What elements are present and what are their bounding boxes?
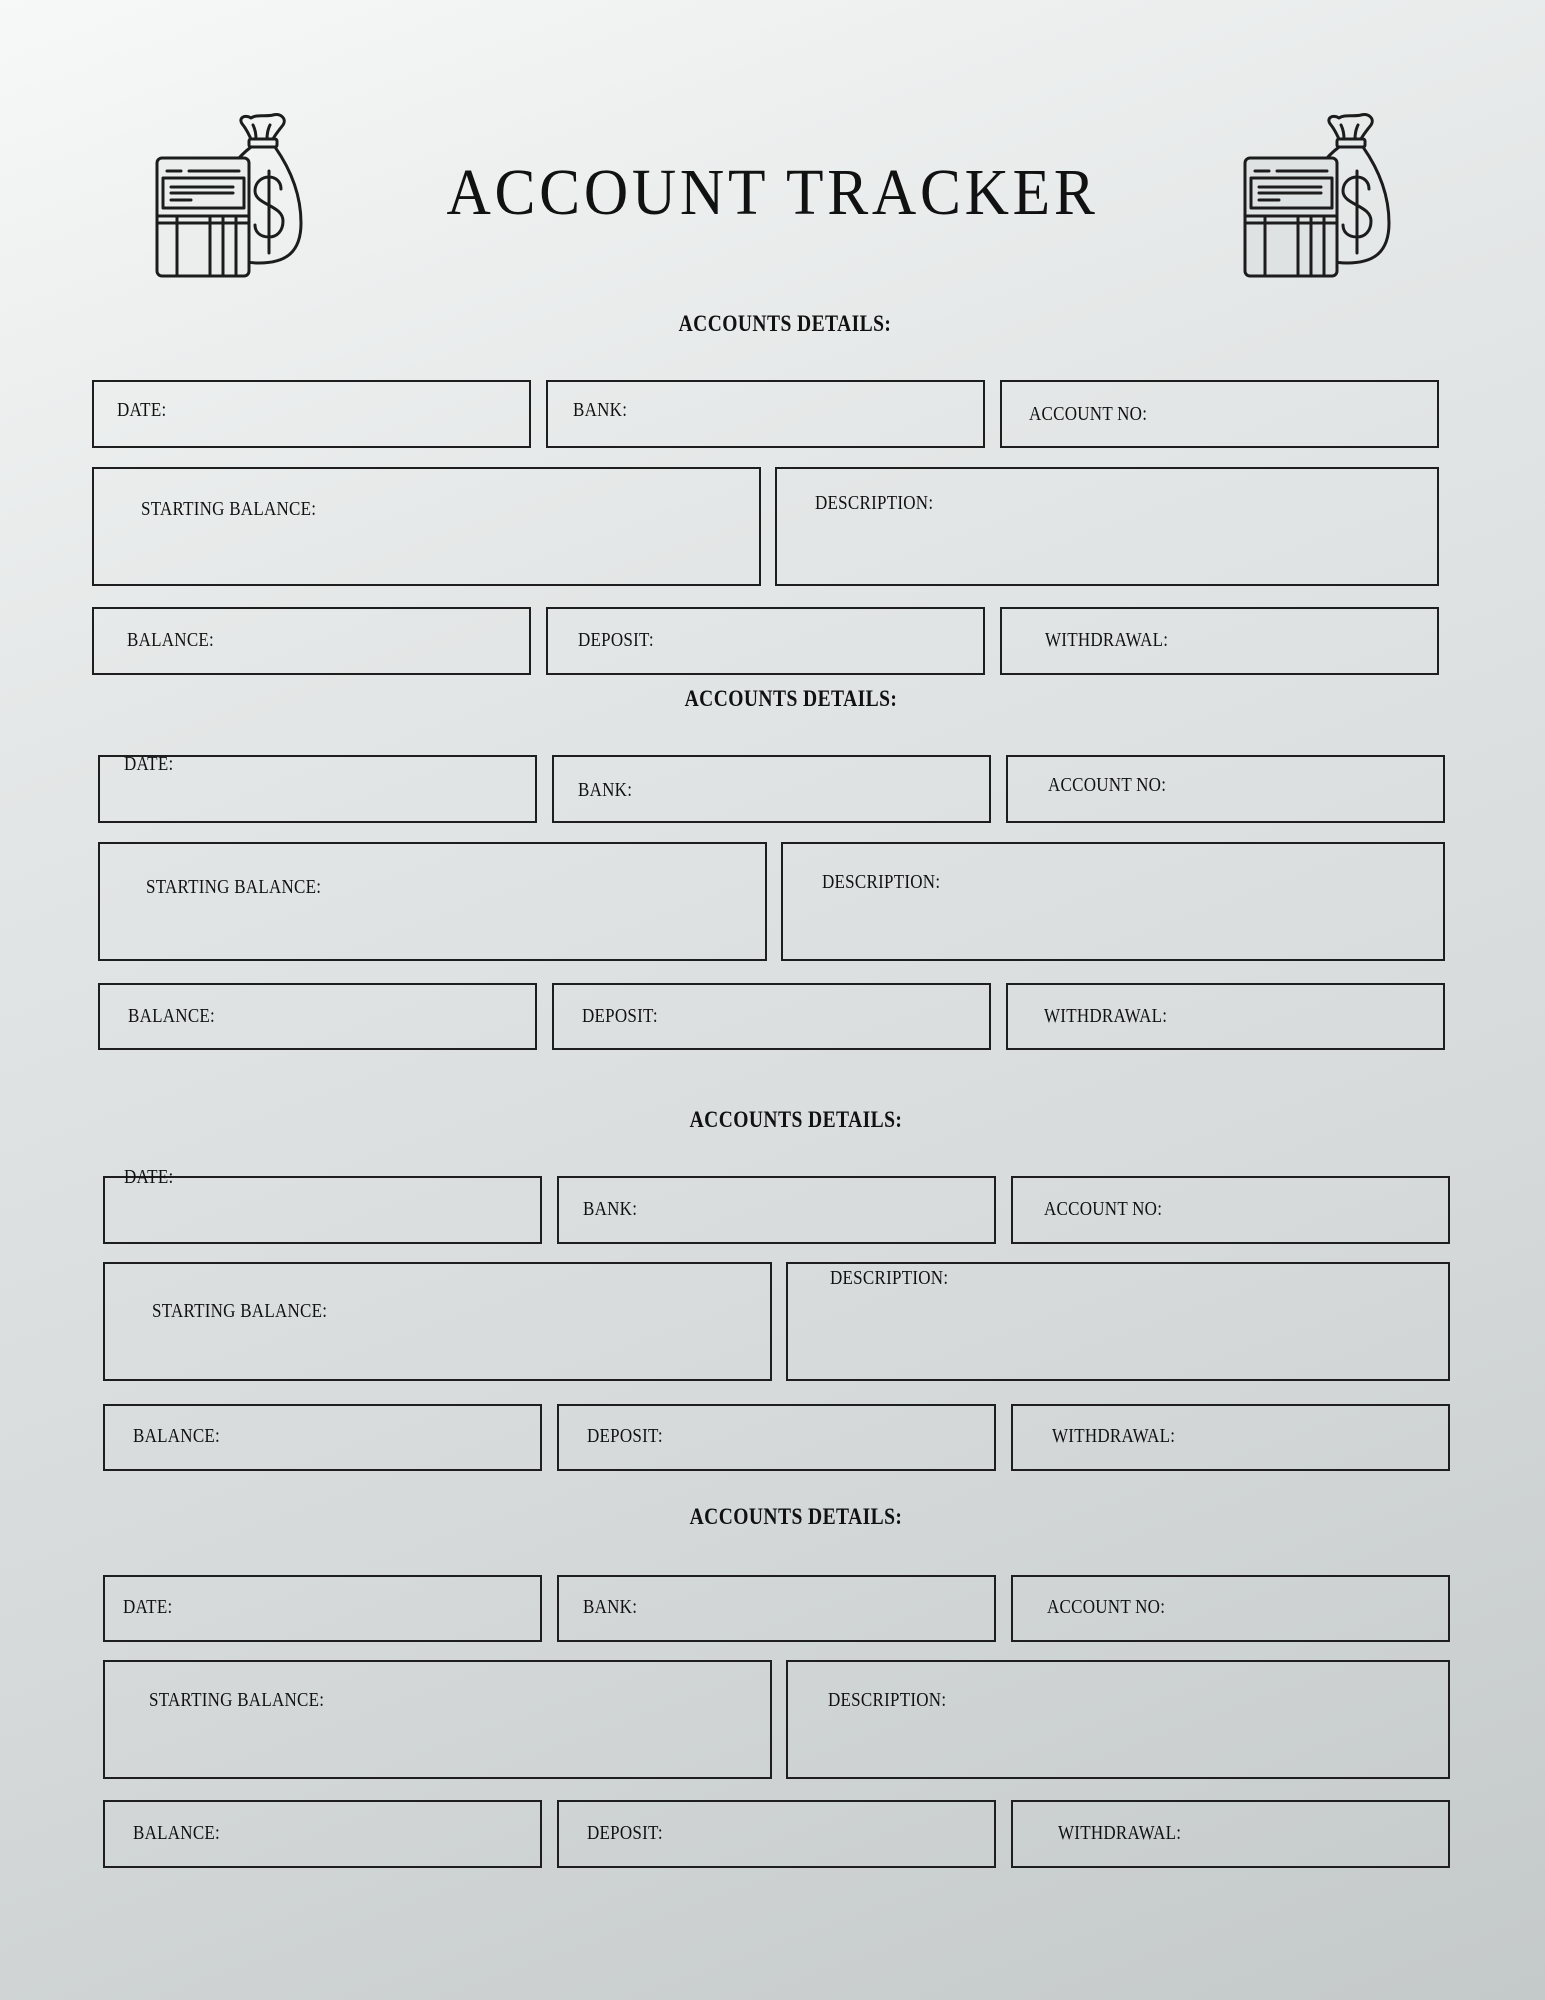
- deposit-label: DEPOSIT:: [587, 1425, 663, 1447]
- starting-balance-field[interactable]: [103, 1660, 772, 1779]
- balance-label: BALANCE:: [133, 1425, 221, 1447]
- withdrawal-field[interactable]: [1011, 1800, 1450, 1868]
- date-label: DATE:: [123, 1596, 173, 1618]
- account-no-field[interactable]: [1000, 380, 1439, 448]
- starting-balance-field[interactable]: [98, 842, 767, 961]
- balance-label: BALANCE:: [127, 629, 215, 651]
- deposit-label: DEPOSIT:: [578, 629, 654, 651]
- description-field[interactable]: [775, 467, 1439, 586]
- starting-balance-field[interactable]: [92, 467, 761, 586]
- account-no-field[interactable]: [1011, 1176, 1450, 1244]
- description-field[interactable]: [786, 1660, 1450, 1779]
- bank-label: BANK:: [578, 779, 633, 801]
- bank-field[interactable]: [546, 380, 985, 448]
- withdrawal-field[interactable]: [1011, 1404, 1450, 1471]
- starting-balance-label: STARTING BALANCE:: [152, 1300, 328, 1322]
- bank-field[interactable]: [552, 755, 991, 823]
- description-label: DESCRIPTION:: [830, 1267, 949, 1289]
- bank-label: BANK:: [573, 399, 628, 421]
- balance-label: BALANCE:: [128, 1005, 216, 1027]
- balance-label: BALANCE:: [133, 1822, 221, 1844]
- balance-field[interactable]: [103, 1404, 542, 1471]
- deposit-field[interactable]: [546, 607, 985, 675]
- withdrawal-label: WITHDRAWAL:: [1052, 1425, 1176, 1447]
- description-label: DESCRIPTION:: [815, 492, 934, 514]
- starting-balance-field[interactable]: [103, 1262, 772, 1381]
- date-field[interactable]: [103, 1575, 542, 1642]
- starting-balance-label: STARTING BALANCE:: [141, 498, 317, 520]
- description-label: DESCRIPTION:: [822, 871, 941, 893]
- bank-label: BANK:: [583, 1198, 638, 1220]
- deposit-field[interactable]: [552, 983, 991, 1050]
- account-no-label: ACCOUNT NO:: [1048, 774, 1167, 796]
- withdrawal-label: WITHDRAWAL:: [1058, 1822, 1182, 1844]
- deposit-label: DEPOSIT:: [587, 1822, 663, 1844]
- date-field[interactable]: [103, 1166, 542, 1244]
- bank-field[interactable]: [557, 1575, 996, 1642]
- balance-field[interactable]: [103, 1800, 542, 1868]
- withdrawal-field[interactable]: [1006, 983, 1445, 1050]
- deposit-field[interactable]: [557, 1800, 996, 1868]
- date-field[interactable]: [98, 755, 537, 823]
- balance-field[interactable]: [98, 983, 537, 1050]
- bank-field[interactable]: [557, 1176, 996, 1244]
- deposit-field[interactable]: [557, 1404, 996, 1471]
- bank-label: BANK:: [583, 1596, 638, 1618]
- starting-balance-label: STARTING BALANCE:: [149, 1689, 325, 1711]
- date-label: DATE:: [124, 753, 174, 775]
- date-label: DATE:: [117, 399, 167, 421]
- calculator-money-bag-icon: [1243, 113, 1407, 278]
- account-no-label: ACCOUNT NO:: [1044, 1198, 1163, 1220]
- description-label: DESCRIPTION:: [828, 1689, 947, 1711]
- account-no-field[interactable]: [1011, 1575, 1450, 1642]
- withdrawal-label: WITHDRAWAL:: [1045, 629, 1169, 651]
- section-heading: ACCOUNTS DETAILS:: [689, 1107, 903, 1132]
- starting-balance-label: STARTING BALANCE:: [146, 876, 322, 898]
- account-no-field[interactable]: [1006, 755, 1445, 823]
- account-no-label: ACCOUNT NO:: [1047, 1596, 1166, 1618]
- description-field[interactable]: [786, 1262, 1450, 1381]
- description-field[interactable]: [781, 842, 1445, 961]
- account-no-label: ACCOUNT NO:: [1029, 403, 1148, 425]
- page-title: ACCOUNT TRACKER: [446, 156, 1099, 229]
- section-heading: ACCOUNTS DETAILS:: [684, 686, 898, 711]
- withdrawal-field[interactable]: [1000, 607, 1439, 675]
- date-field[interactable]: [92, 380, 531, 448]
- deposit-label: DEPOSIT:: [582, 1005, 658, 1027]
- withdrawal-label: WITHDRAWAL:: [1044, 1005, 1168, 1027]
- section-heading: ACCOUNTS DETAILS:: [678, 311, 892, 336]
- balance-field[interactable]: [92, 607, 531, 675]
- section-heading: ACCOUNTS DETAILS:: [689, 1504, 903, 1529]
- date-label: DATE:: [124, 1166, 174, 1188]
